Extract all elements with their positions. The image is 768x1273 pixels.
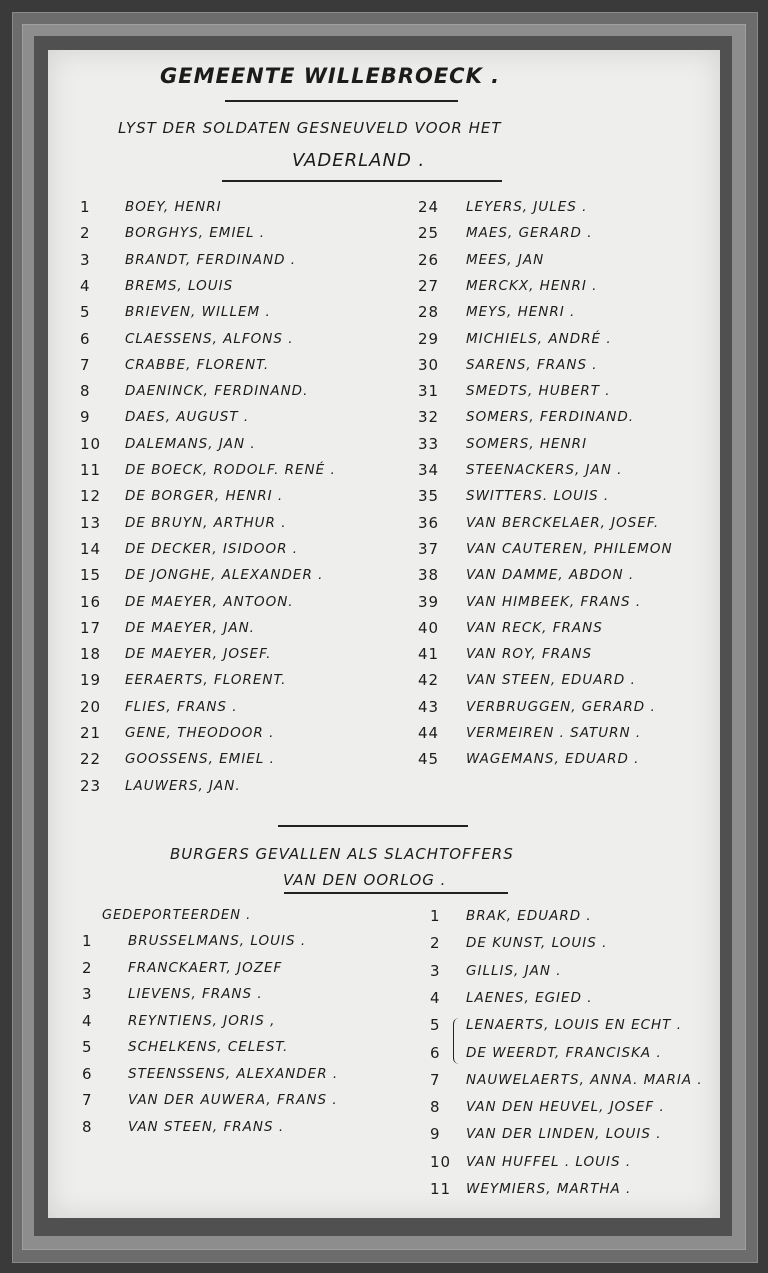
entry-number: 29	[418, 329, 440, 348]
entry-name: VAN STEEN, EDUARD .	[466, 672, 636, 689]
entry-number: 42	[418, 671, 440, 690]
entry-name: FRANCKAERT, JOZEF	[128, 959, 283, 976]
entry-number: 6	[82, 1064, 93, 1083]
entry-name: LENAERTS, LOUIS EN ECHT .	[466, 1017, 683, 1034]
page-title: GEMEENTE WILLEBROECK .	[160, 64, 501, 88]
entry-name: VAN STEEN, FRANS .	[128, 1118, 285, 1135]
entry-name: BRIEVEN, WILLEM .	[125, 304, 271, 321]
entry-number: 18	[80, 645, 102, 664]
entry-number: 13	[80, 513, 102, 532]
entry-number: 40	[418, 618, 440, 637]
entry-number: 14	[80, 539, 102, 558]
entry-name: DE WEERDT, FRANCISKA .	[466, 1044, 662, 1061]
entry-number: 44	[418, 724, 440, 742]
entry-number: 36	[418, 513, 440, 532]
entry-name: VAN DER LINDEN, LOUIS .	[466, 1126, 662, 1143]
entry-number: 2	[82, 958, 93, 977]
entry-number: 20	[80, 697, 102, 716]
entry-name: GOOSSENS, EMIEL .	[125, 751, 275, 768]
entry-name: BREMS, LOUIS	[125, 277, 234, 294]
entry-name: DE MAEYER, ANTOON.	[125, 593, 294, 610]
entry-number: 8	[80, 382, 91, 401]
entry-number: 5	[82, 1038, 93, 1056]
entry-name: BORGHYS, EMIEL .	[125, 225, 266, 242]
entry-name: GENE, THEODOOR .	[125, 725, 275, 741]
entry-number: 1	[82, 932, 93, 950]
entry-number: 27	[418, 276, 440, 295]
entry-name: DE BOECK, RODOLF. RENÉ .	[125, 462, 336, 478]
entry-number: 23	[80, 776, 102, 795]
civilians-heading-line1: BURGERS GEVALLEN ALS SLACHTOFFERS	[170, 845, 514, 863]
entry-number: 6	[430, 1043, 441, 1062]
entry-number: 12	[80, 487, 102, 506]
entry-name: DE KUNST, LOUIS .	[466, 935, 608, 952]
entry-name: DAES, AUGUST .	[125, 409, 250, 426]
brace-marker	[453, 1018, 462, 1064]
entry-name: DE BRUYN, ARTHUR .	[125, 514, 287, 531]
entry-name: BOEY, HENRI	[125, 199, 222, 215]
entry-name: SARENS, FRANS .	[466, 356, 598, 373]
entry-number: 33	[418, 434, 440, 453]
entry-name: DE DECKER, ISIDOOR .	[125, 540, 299, 557]
entry-number: 8	[82, 1117, 93, 1136]
entry-name: VAN DEN HEUVEL, JOSEF .	[466, 1099, 665, 1116]
entry-number: 32	[418, 408, 440, 427]
entry-name: STEENSSENS, ALEXANDER .	[128, 1065, 339, 1082]
entry-number: 3	[82, 985, 93, 1003]
entry-name: SOMERS, HENRI	[466, 435, 588, 452]
entry-name: EERAERTS, FLORENT.	[125, 672, 287, 689]
entry-name: VAN HUFFEL . LOUIS .	[466, 1153, 632, 1170]
entry-name: GILLIS, JAN .	[466, 962, 562, 979]
entry-number: 10	[80, 434, 102, 453]
entry-name: BRUSSELMANS, LOUIS .	[128, 933, 307, 949]
entry-name: DE MAEYER, JOSEF.	[125, 646, 272, 663]
entry-number: 45	[418, 750, 440, 769]
entry-number: 6	[80, 329, 91, 348]
list-subtitle-line2: VADERLAND .	[292, 150, 426, 171]
entry-name: SCHELKENS, CELEST.	[128, 1039, 289, 1055]
entry-name: DE JONGHE, ALEXANDER .	[125, 567, 324, 584]
entry-number: 26	[418, 250, 440, 269]
entry-name: MICHIELS, ANDRÉ .	[466, 330, 612, 347]
entry-number: 15	[80, 566, 102, 585]
entry-number: 43	[418, 697, 440, 716]
entry-name: VERMEIREN . SATURN .	[466, 725, 642, 741]
entry-number: 19	[80, 671, 102, 690]
entry-name: LEYERS, JULES .	[466, 199, 588, 215]
entry-name: SMEDTS, HUBERT .	[466, 383, 611, 400]
entry-number: 24	[418, 198, 440, 216]
entry-number: 4	[430, 988, 441, 1007]
civilians-heading-underline	[284, 892, 508, 894]
entry-name: MEYS, HENRI .	[466, 304, 576, 321]
entry-number: 17	[80, 618, 102, 637]
entry-name: VAN DER AUWERA, FRANS .	[128, 1092, 338, 1108]
entry-name: MEES, JAN	[466, 251, 545, 268]
entry-name: FLIES, FRANS .	[125, 698, 238, 715]
entry-name: MAES, GERARD .	[466, 225, 593, 242]
title-underline	[225, 100, 458, 102]
entry-number: 4	[80, 276, 91, 295]
entry-number: 7	[80, 355, 91, 374]
entry-name: BRANDT, FERDINAND .	[125, 251, 297, 268]
entry-name: STEENACKERS, JAN .	[466, 462, 623, 478]
entry-number: 37	[418, 539, 440, 558]
entry-name: VAN CAUTEREN, PHILEMON	[466, 540, 673, 557]
section-divider	[278, 825, 468, 827]
entry-name: VAN HIMBEEK, FRANS .	[466, 593, 642, 610]
entry-number: 8	[430, 1098, 441, 1117]
entry-name: VAN BERCKELAER, JOSEF.	[466, 514, 660, 531]
entry-number: 38	[418, 566, 440, 585]
entry-name: LAUWERS, JAN.	[125, 777, 241, 794]
civilians-heading-line2: VAN DEN OORLOG .	[283, 871, 447, 889]
entry-name: BRAK, EDUARD .	[466, 908, 592, 924]
entry-name: DAENINCK, FERDINAND.	[125, 383, 309, 400]
entry-number: 39	[418, 592, 440, 611]
entry-name: MERCKX, HENRI .	[466, 277, 598, 294]
entry-name: VERBRUGGEN, GERARD .	[466, 698, 656, 715]
entry-number: 5	[80, 303, 91, 322]
entry-name: NAUWELAERTS, ANNA. MARIA .	[466, 1071, 703, 1088]
entry-number: 1	[80, 198, 91, 216]
entry-name: DE BORGER, HENRI .	[125, 488, 284, 505]
entry-number: 2	[80, 224, 91, 243]
entry-name: REYNTIENS, JORIS ,	[128, 1012, 276, 1029]
entry-number: 7	[430, 1070, 441, 1089]
entry-name: VAN ROY, FRANS	[466, 646, 593, 663]
entry-name: WAGEMANS, EDUARD .	[466, 751, 640, 768]
entry-number: 5	[430, 1016, 441, 1035]
entry-name: CRABBE, FLORENT.	[125, 356, 270, 373]
entry-name: LIEVENS, FRANS .	[128, 986, 263, 1002]
entry-number: 21	[80, 724, 102, 742]
entry-number: 7	[82, 1091, 93, 1109]
entry-number: 34	[418, 461, 440, 479]
entry-number: 11	[80, 461, 102, 479]
entry-name: SOMERS, FERDINAND.	[466, 409, 635, 426]
entry-number: 11	[430, 1180, 452, 1198]
entry-name: LAENES, EGIED .	[466, 989, 593, 1006]
entry-number: 16	[80, 592, 102, 611]
entry-name: CLAESSENS, ALFONS .	[125, 330, 294, 347]
entry-number: 9	[80, 408, 91, 427]
entry-number: 2	[430, 934, 441, 953]
entry-number: 22	[80, 750, 102, 769]
entry-number: 41	[418, 645, 440, 664]
entry-name: VAN DAMME, ABDON .	[466, 567, 635, 584]
entry-number: 4	[82, 1011, 93, 1030]
entry-number: 3	[80, 250, 91, 269]
entry-number: 10	[430, 1152, 452, 1171]
entry-number: 30	[418, 355, 440, 374]
entry-name: DALEMANS, JAN .	[125, 435, 256, 452]
entry-name: VAN RECK, FRANS	[466, 619, 603, 636]
entry-number: 35	[418, 487, 440, 506]
list-subtitle-line1: LYST DER SOLDATEN GESNEUVELD VOOR HET	[118, 119, 502, 137]
entry-name: WEYMIERS, MARTHA .	[466, 1181, 632, 1197]
entry-number: 25	[418, 224, 440, 243]
entry-name: DE MAEYER, JAN.	[125, 619, 255, 636]
entry-name: SWITTERS. LOUIS .	[466, 488, 610, 505]
entry-number: 1	[430, 907, 441, 925]
deported-label: GEDEPORTEERDEN .	[102, 908, 252, 923]
entry-number: 31	[418, 382, 440, 401]
entry-number: 9	[430, 1125, 441, 1144]
entry-number: 3	[430, 961, 441, 980]
entry-number: 28	[418, 303, 440, 322]
subtitle-underline	[222, 180, 502, 182]
